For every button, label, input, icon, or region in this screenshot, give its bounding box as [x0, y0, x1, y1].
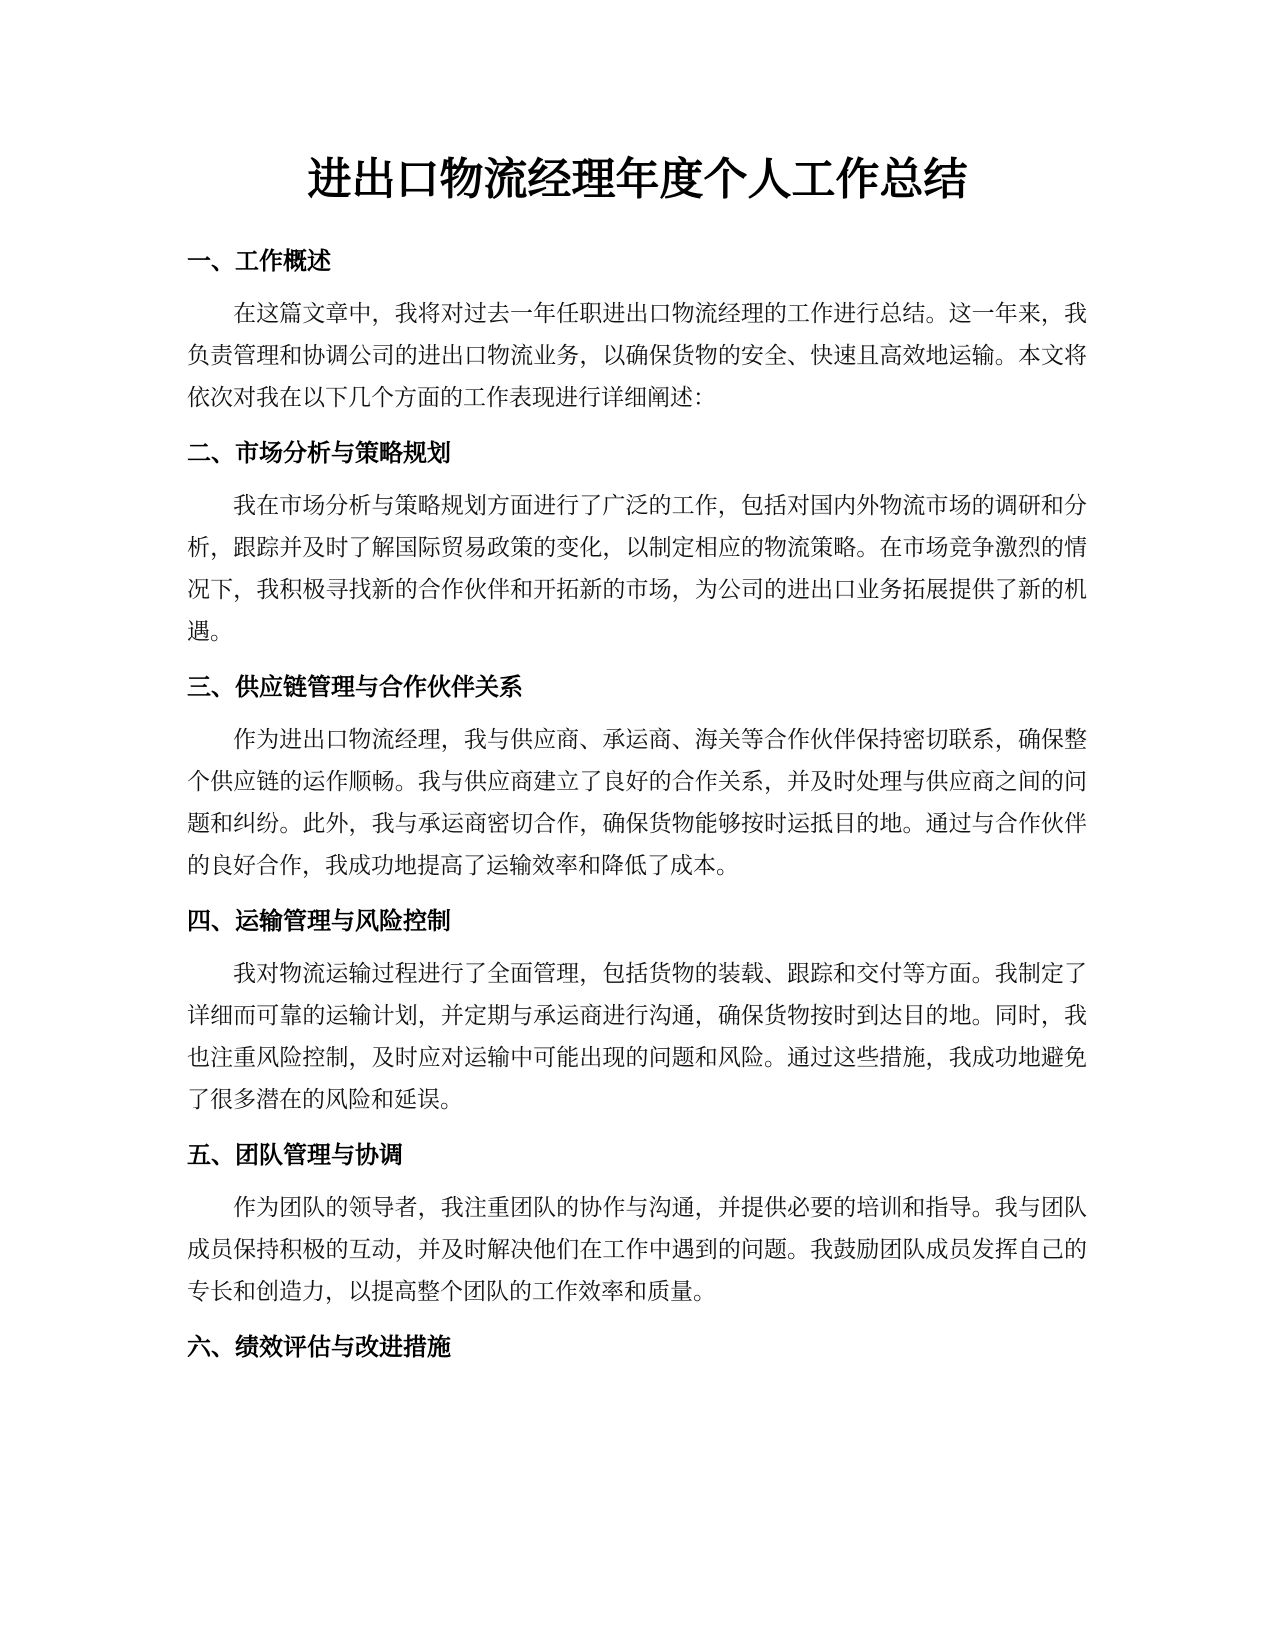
section-performance-review: [187, 1329, 1087, 1365]
section-heading: 六、绩效评估与改进措施: [187, 1333, 451, 1361]
section-heading: 三、供应链管理与合作伙伴关系: [187, 673, 523, 701]
section-heading: 一、工作概述: [187, 247, 331, 275]
document-body: [187, 243, 1087, 1379]
section-transport-risk: [187, 903, 1087, 1121]
section-team-management: [187, 1137, 1087, 1313]
section-paragraph: 我在市场分析与策略规划方面进行了广泛的工作，包括对国内外物流市场的调研和分析，跟踪并及时了解国际贸易政策的变化，以制定相应的物流策略。在市场竞争激烈的情况下，我积极寻找新的合作伙伴和开拓新的市场，为公司的进出口业务拓展提供了新的机遇。: [187, 493, 1087, 645]
section-paragraph: 在这篇文章中，我将对过去一年任职进出口物流经理的工作进行总结。这一年来，我负责管理和协调公司的进出口物流业务，以确保货物的安全、快速且高效地运输。本文将依次对我在以下几个方面的工作表现进行详细阐述：: [187, 301, 1087, 411]
section-paragraph: 我对物流运输过程进行了全面管理，包括货物的装载、跟踪和交付等方面。我制定了详细而可靠的运输计划，并定期与承运商进行沟通，确保货物按时到达目的地。同时，我也注重风险控制，及时应对运输中可能出现的问题和风险。通过这些措施，我成功地避免了很多潜在的风险和延误。: [187, 961, 1087, 1113]
section-paragraph: 作为团队的领导者，我注重团队的协作与沟通，并提供必要的培训和指导。我与团队成员保持积极的互动，并及时解决他们在工作中遇到的问题。我鼓励团队成员发挥自己的专长和创造力，以提高整个团队的工作效率和质量。: [187, 1195, 1087, 1305]
section-heading: 五、团队管理与协调: [187, 1141, 403, 1169]
section-paragraph: 作为进出口物流经理，我与供应商、承运商、海关等合作伙伴保持密切联系，确保整个供应链的运作顺畅。我与供应商建立了良好的合作关系，并及时处理与供应商之间的问题和纠纷。此外，我与承运商密切合作，确保货物能够按时运抵目的地。通过与合作伙伴的良好合作，我成功地提高了运输效率和降低了成本。: [187, 727, 1087, 879]
section-supply-chain: [187, 669, 1087, 887]
section-heading: 二、市场分析与策略规划: [187, 439, 451, 467]
section-heading: 四、运输管理与风险控制: [187, 907, 451, 935]
document-title: 进出口物流经理年度个人工作总结: [307, 154, 968, 205]
section-market-analysis: [187, 435, 1087, 653]
section-overview: [187, 243, 1087, 419]
